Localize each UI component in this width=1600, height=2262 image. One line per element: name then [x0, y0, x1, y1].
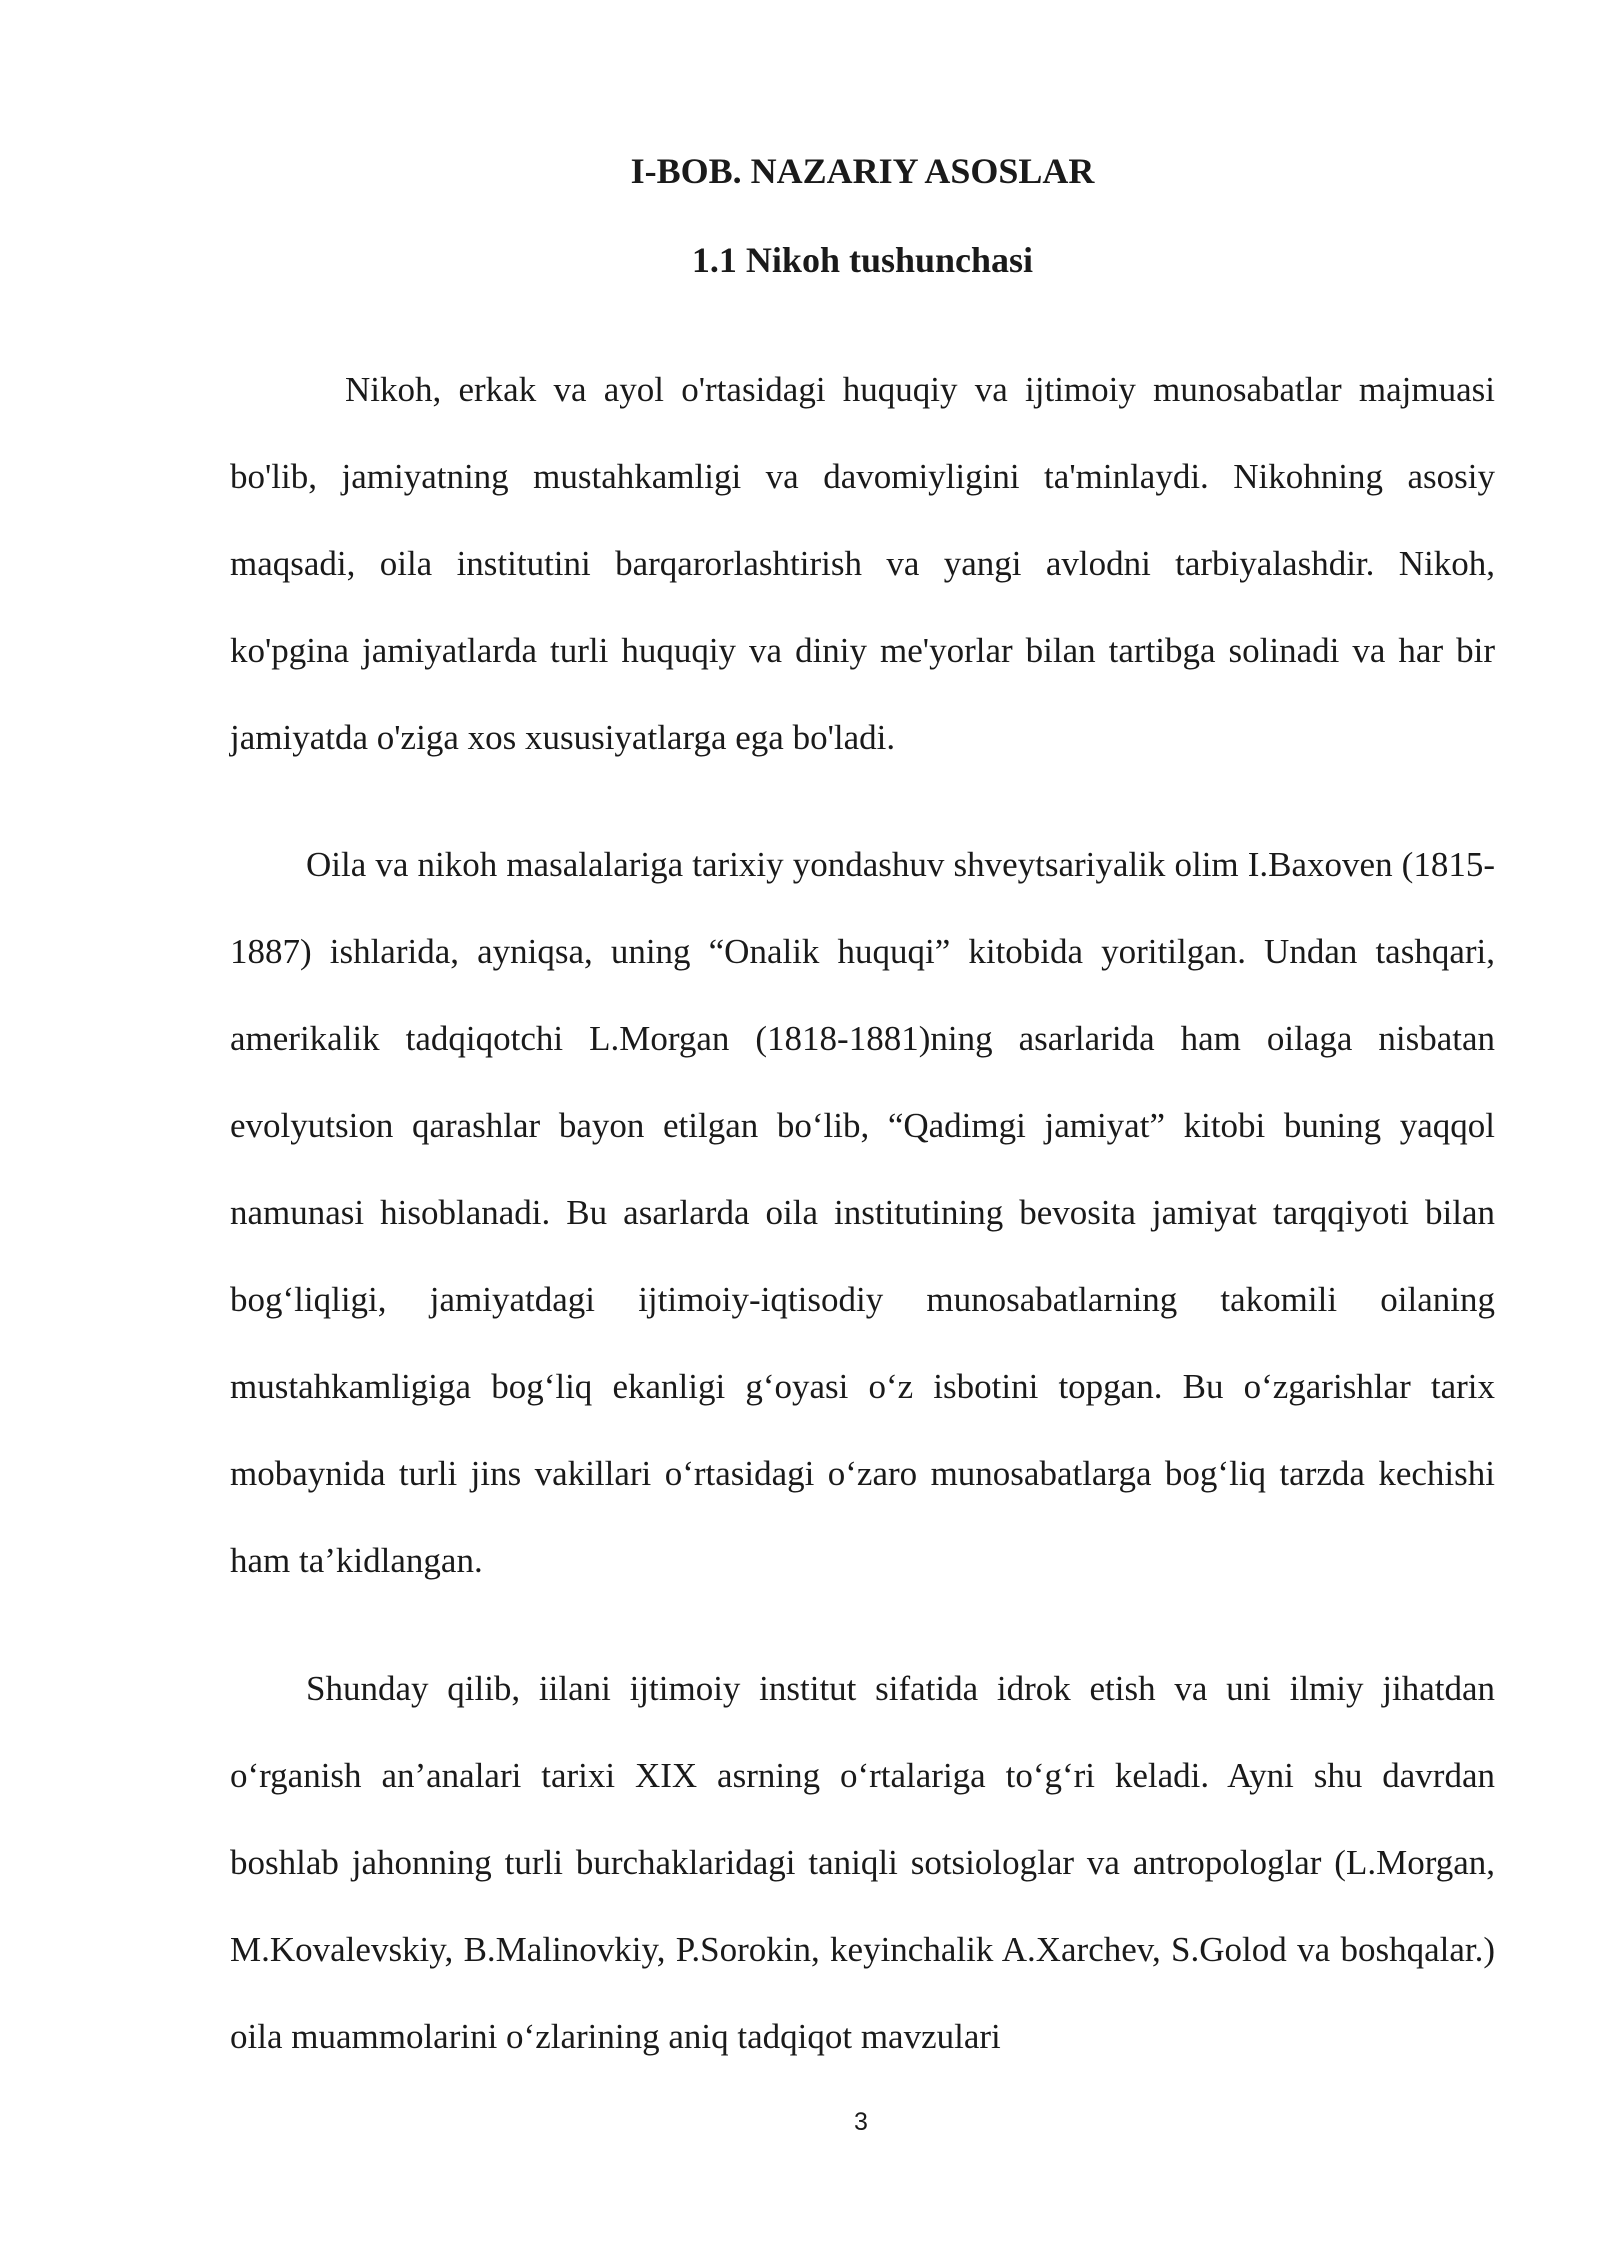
paragraph-2: Oila va nikoh masalalariga tarixiy yondashuv shveytsariyalik olim I.Baxoven (1815-1887) ishlarida, ayniqsa, uning “Onalik huquqi” kitobida yoritilgan. Undan tashqari, amerikalik tadqiqotchi L.Morgan (1818-1881)ning asarlarida ham oilaga nisbatan evolyutsion qarashlar bayon etilgan bo‘lib, “Qadimgi jamiyat” kitobi buning yaqqol namunasi hisoblanadi. Bu asarlarda oila institutining bevosita jamiyat tarqqiyoti bilan bog‘liqligi, jamiyatdagi ijtimoiy-iqtisodiy munosabatlarning takomili oilaning mustahkamligiga bog‘liq ekanligi g‘oyasi o‘z isbotini topgan. Bu o‘zgarishlar tarix mobaynida turli jins vakillari o‘rtasidagi o‘zaro munosabatlarga bog‘liq tarzda kechishi ham ta’kidlangan.	[230, 845, 1495, 1580]
paragraph-3: Shunday qilib, iilani ijtimoiy institut sifatida idrok etish va uni ilmiy jihatdan o‘rganish an’analari tarixi XIX asrning o‘rtalariga to‘g‘ri keladi. Ayni shu davrdan boshlab jahonning turli burchaklaridagi taniqli sotsiologlar va antropologlar (L.Morgan, M.Kovalevskiy, B.Malinovkiy, P.Sorokin, keyinchalik A.Xarchev, S.Golod va boshqalar.) oila muammolarini o‘zlarining aniq tadqiqot mavzulari	[230, 1669, 1495, 2056]
paragraph-1: Nikoh, erkak va ayol o'rtasidagi huquqiy va ijtimoiy munosabatlar majmuasi bo'lib, jamiyatning mustahkamligi va davomiyligini ta'minlaydi. Nikohning asosiy maqsadi, oila institutini barqarorlashtirish va yangi avlodni tarbiyalashdir. Nikoh, ko'pgina jamiyatlarda turli huquqiy va diniy me'yorlar bilan tartibga solinadi va har bir jamiyatda o'ziga xos xususiyatlarga ega bo'ladi.	[230, 370, 1495, 757]
page-number: 3	[854, 2108, 868, 2136]
chapter-title: I-BOB. NAZARIY ASOSLAR	[630, 151, 1095, 191]
section-title: 1.1 Nikoh tushunchasi	[691, 240, 1034, 280]
